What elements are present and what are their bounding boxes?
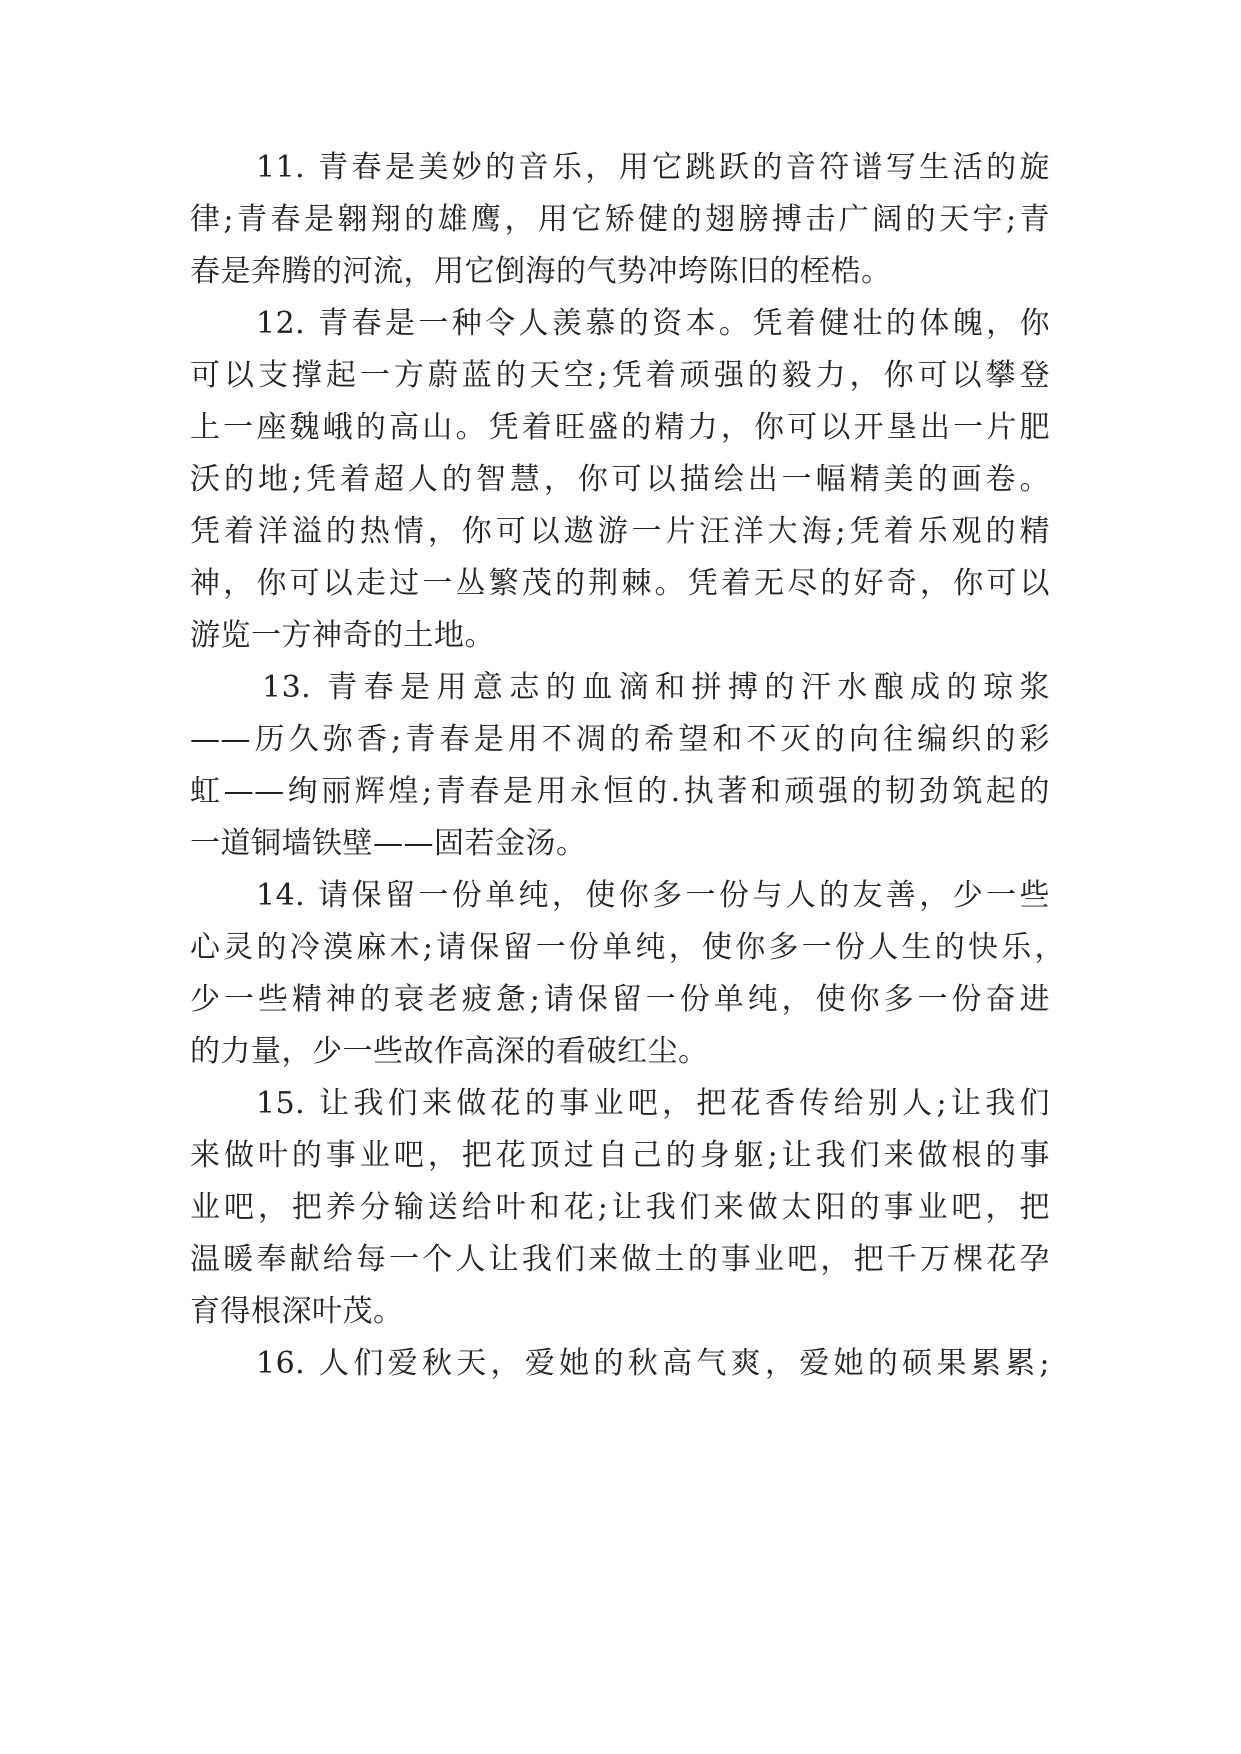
paragraph-12-line-5: 凭着洋溢的热情，你可以遨游一片汪洋大海;凭着乐观的精 (190, 514, 1050, 549)
paragraph-13-line-1: 13. 青春是用意志的血滴和拼搏的汗水酿成的琼浆 (262, 670, 1050, 705)
paragraph-11-line-3: 春是奔腾的河流，用它倒海的气势冲垮陈旧的桎梏。 (190, 254, 892, 289)
paragraph-13-line-3: 虹——绚丽辉煌;青春是用永恒的.执著和顽强的韧劲筑起的 (190, 774, 1050, 809)
paragraph-12-line-6: 神，你可以走过一丛繁茂的荆棘。凭着无尽的好奇，你可以 (190, 566, 1050, 601)
paragraph-14-line-2: 心灵的冷漠麻木;请保留一份单纯，使你多一份人生的快乐， (190, 930, 1065, 965)
paragraph-15-line-4: 温暖奉献给每一个人让我们来做土的事业吧，把千万棵花孕 (190, 1242, 1050, 1277)
paragraph-15-line-2: 来做叶的事业吧，把花顶过自己的身躯;让我们来做根的事 (190, 1138, 1050, 1173)
paragraph-15-line-5: 育得根深叶茂。 (190, 1294, 404, 1329)
paragraph-13-line-4: 一道铜墙铁壁——固若金汤。 (190, 826, 587, 861)
paragraph-12-line-7: 游览一方神奇的土地。 (190, 618, 495, 653)
paragraph-15-line-3: 业吧，把养分输送给叶和花;让我们来做太阳的事业吧，把 (190, 1190, 1050, 1225)
paragraph-11-line-2: 律;青春是翱翔的雄鹰，用它矫健的翅膀搏击广阔的天宇;青 (190, 202, 1050, 237)
paragraph-14-line-1: 14. 请保留一份单纯，使你多一份与人的友善，少一些 (256, 878, 1050, 913)
paragraph-12-line-2: 可以支撑起一方蔚蓝的天空;凭着顽强的毅力，你可以攀登 (190, 358, 1050, 393)
paragraph-15-line-1: 15. 让我们来做花的事业吧，把花香传给别人;让我们 (256, 1086, 1050, 1121)
paragraph-12-line-3: 上一座魏峨的高山。凭着旺盛的精力，你可以开垦出一片肥 (190, 410, 1050, 445)
paragraph-12-line-1: 12. 青春是一种令人羡慕的资本。凭着健壮的体魄，你 (256, 306, 1050, 341)
paragraph-14-line-4: 的力量，少一些故作高深的看破红尘。 (190, 1034, 709, 1069)
paragraph-14-line-3: 少一些精神的衰老疲惫;请保留一份单纯，使你多一份奋进 (190, 982, 1050, 1017)
paragraph-16-line-1: 16. 人们爱秋天，爱她的秋高气爽，爱她的硕果累累; (256, 1346, 1050, 1381)
paragraph-13-line-2: ——历久弥香;青春是用不凋的希望和不灭的向往编织的彩 (190, 722, 1050, 757)
paragraph-11-line-1: 11. 青春是美妙的音乐，用它跳跃的音符谱写生活的旋 (256, 150, 1050, 185)
paragraph-12-line-4: 沃的地;凭着超人的智慧，你可以描绘出一幅精美的画卷。 (190, 462, 1050, 497)
